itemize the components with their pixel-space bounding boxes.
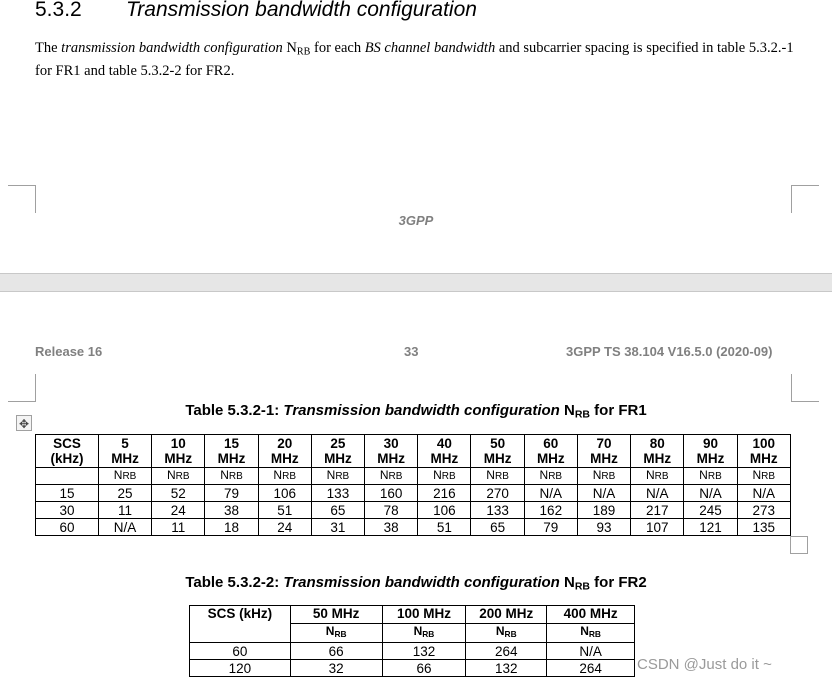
nrb-cell — [290, 624, 382, 643]
table-resize-handle[interactable] — [790, 536, 808, 554]
table-header-row — [190, 606, 635, 624]
value-cell: 121 — [684, 519, 737, 536]
watermark: CSDN @Just do it ~ — [637, 656, 772, 673]
value-cell: 78 — [365, 502, 418, 519]
value-cell: 264 — [466, 643, 547, 660]
section-title: Transmission bandwidth configuration — [126, 0, 477, 21]
header-text: MHz — [377, 451, 406, 466]
nrb-cell — [547, 624, 635, 643]
header-bw — [418, 435, 471, 468]
nrb-text: N — [413, 624, 423, 638]
value-cell: 216 — [418, 485, 471, 502]
caption-text: N — [559, 574, 575, 591]
header-bw — [471, 435, 524, 468]
value-cell: 38 — [365, 519, 418, 536]
header-bw: 100 MHz — [382, 606, 466, 624]
nrb-text: N — [486, 468, 495, 482]
nrb-sub: RB — [504, 629, 517, 640]
scs-cell: 15 — [36, 485, 99, 502]
header-text: MHz — [217, 451, 246, 466]
para-text: N — [282, 40, 297, 56]
nrb-text: N — [220, 468, 229, 482]
nrb-sub: RB — [388, 471, 403, 482]
nrb-cell — [577, 468, 630, 485]
header-bw — [524, 435, 577, 468]
nrb-cell — [471, 468, 524, 485]
nrb-row — [36, 468, 791, 485]
header-text: (kHz) — [50, 451, 84, 466]
nrb-cell — [205, 468, 258, 485]
header-text: MHz — [749, 451, 778, 466]
header-text: 60 — [543, 436, 559, 451]
header-bw — [258, 435, 311, 468]
nrb-cell — [152, 468, 205, 485]
value-cell: 11 — [98, 502, 151, 519]
value-cell: 79 — [524, 519, 577, 536]
header-bw — [631, 435, 684, 468]
value-cell: 66 — [290, 643, 382, 660]
para-subscript: RB — [296, 46, 311, 58]
caption-text: for FR2 — [590, 574, 647, 591]
nrb-text: N — [325, 624, 335, 638]
nrb-cell — [466, 624, 547, 643]
header-text: MHz — [324, 451, 352, 466]
nrb-sub: RB — [175, 471, 190, 482]
para-text: The — [35, 40, 62, 56]
page-gap — [0, 273, 832, 292]
nrb-text: N — [592, 468, 602, 482]
value-cell: 160 — [365, 485, 418, 502]
value-cell: 38 — [205, 502, 258, 519]
nrb-sub: RB — [335, 471, 350, 482]
header-release: Release 16 — [35, 344, 103, 359]
header-bw — [577, 435, 630, 468]
nrb-text: N — [699, 468, 708, 482]
page-footer: 3GPP — [398, 213, 434, 228]
header-text: 90 — [702, 436, 718, 451]
value-cell: 132 — [382, 643, 466, 660]
nrb-text: N — [645, 468, 655, 482]
table2-caption — [0, 574, 832, 593]
value-cell: 31 — [311, 519, 364, 536]
value-cell: N/A — [577, 485, 630, 502]
table-row — [36, 519, 791, 536]
scs-cell: 30 — [36, 502, 99, 519]
section-heading — [35, 0, 477, 22]
caption-subscript: RB — [574, 580, 590, 593]
nrb-text: N — [539, 468, 549, 482]
header-text: MHz — [643, 451, 672, 466]
table-header-row — [36, 435, 791, 468]
header-page-number: 33 — [404, 344, 419, 359]
header-bw: 50 MHz — [290, 606, 382, 624]
header-text: 50 — [490, 436, 506, 451]
nrb-text: N — [166, 468, 176, 482]
value-cell: 107 — [631, 519, 684, 536]
value-cell: 52 — [152, 485, 205, 502]
caption-text: N — [559, 402, 575, 419]
value-cell: 217 — [631, 502, 684, 519]
header-text: MHz — [430, 451, 459, 466]
header-bw — [684, 435, 737, 468]
value-cell: 133 — [311, 485, 364, 502]
header-bw — [311, 435, 364, 468]
scs-cell: 60 — [36, 519, 99, 536]
table-fr1 — [35, 434, 791, 536]
para-text: for each — [310, 40, 365, 56]
nrb-sub: RB — [588, 629, 601, 640]
page-corner-mark — [791, 185, 819, 213]
header-bw — [152, 435, 205, 468]
page-corner-mark — [8, 185, 36, 213]
value-cell: 133 — [471, 502, 524, 519]
nrb-cell — [524, 468, 577, 485]
value-cell: 162 — [524, 502, 577, 519]
value-cell: 66 — [382, 660, 466, 677]
para-text: and subcarrier spacing is specified in table 5.3.2.-1 for FR1 and table 5.3.2-2 for FR2. — [35, 40, 794, 79]
value-cell: N/A — [684, 485, 737, 502]
nrb-sub: RB — [441, 471, 456, 482]
nrb-cell — [258, 468, 311, 485]
nrb-text: N — [273, 468, 283, 482]
header-text: MHz — [270, 451, 299, 466]
page-corner-mark — [8, 374, 36, 402]
scs-cell: 120 — [190, 660, 291, 677]
table-row — [190, 643, 635, 660]
value-cell: 24 — [258, 519, 311, 536]
value-cell: 245 — [684, 502, 737, 519]
header-text: 20 — [277, 436, 293, 451]
header-text: MHz — [696, 451, 725, 466]
value-cell: 93 — [577, 519, 630, 536]
caption-subscript: RB — [574, 408, 590, 421]
table-row — [190, 660, 635, 677]
value-cell: 24 — [152, 502, 205, 519]
scs-cell: 60 — [190, 643, 291, 660]
nrb-text: N — [580, 624, 589, 638]
value-cell: 32 — [290, 660, 382, 677]
value-cell: N/A — [524, 485, 577, 502]
header-text: 100 — [752, 436, 776, 451]
caption-italic: Transmission bandwidth configuration — [283, 574, 560, 591]
value-cell: 51 — [418, 519, 471, 536]
header-spec-id: 3GPP TS 38.104 V16.5.0 (2020-09) — [566, 344, 773, 359]
page-corner-mark — [791, 374, 819, 402]
header-text: MHz — [111, 451, 139, 466]
value-cell: 106 — [258, 485, 311, 502]
nrb-sub: RB — [761, 471, 776, 482]
header-bw — [737, 435, 790, 468]
value-cell: 264 — [547, 660, 635, 677]
header-text: 25 — [330, 436, 346, 451]
nrb-sub: RB — [548, 471, 563, 482]
section-paragraph — [35, 39, 795, 80]
header-text: 80 — [649, 436, 665, 451]
nrb-cell — [382, 624, 466, 643]
header-text: 15 — [223, 436, 240, 451]
value-cell: 79 — [205, 485, 258, 502]
value-cell: 65 — [471, 519, 524, 536]
header-bw — [98, 435, 151, 468]
header-text: SCS — [53, 436, 81, 451]
caption-text: Table 5.3.2-2: — [185, 574, 284, 591]
caption-italic: Transmission bandwidth configuration — [283, 402, 560, 419]
nrb-text: N — [113, 468, 123, 482]
nrb-cell — [631, 468, 684, 485]
nrb-text: N — [752, 468, 762, 482]
value-cell: N/A — [737, 485, 790, 502]
value-cell: 273 — [737, 502, 790, 519]
section-number: 5.3.2 — [35, 0, 82, 21]
nrb-text: N — [495, 624, 505, 638]
table-row — [36, 502, 791, 519]
table-row — [36, 485, 791, 502]
table1-caption — [0, 402, 832, 421]
nrb-sub: RB — [654, 471, 669, 482]
nrb-text: N — [379, 468, 389, 482]
nrb-sub: RB — [282, 471, 296, 482]
header-text: MHz — [483, 451, 512, 466]
value-cell: 51 — [258, 502, 311, 519]
value-cell: N/A — [98, 519, 151, 536]
nrb-cell — [737, 468, 790, 485]
value-cell: 18 — [205, 519, 258, 536]
nrb-cell — [365, 468, 418, 485]
para-italic-term: transmission bandwidth configuration — [61, 40, 283, 56]
header-text: 70 — [596, 436, 612, 451]
nrb-cell — [311, 468, 364, 485]
nrb-sub: RB — [601, 471, 616, 482]
nrb-sub: RB — [707, 471, 722, 482]
value-cell: N/A — [631, 485, 684, 502]
header-text: MHz — [536, 451, 565, 466]
nrb-sub: RB — [122, 471, 137, 482]
header-text: 10 — [170, 436, 186, 451]
caption-text: for FR1 — [590, 402, 647, 419]
header-text: 30 — [383, 436, 399, 451]
para-italic-term: BS channel bandwidth — [364, 40, 496, 56]
header-bw — [205, 435, 258, 468]
nrb-text: N — [433, 468, 442, 482]
nrb-sub: RB — [228, 471, 243, 482]
table-move-handle-icon[interactable]: ✥ — [16, 415, 32, 431]
empty-cell — [36, 468, 99, 485]
value-cell: 135 — [737, 519, 790, 536]
nrb-cell — [684, 468, 737, 485]
value-cell: 132 — [466, 660, 547, 677]
nrb-sub: RB — [494, 471, 509, 482]
header-text: 40 — [436, 436, 452, 451]
header-bw: 200 MHz — [466, 606, 547, 624]
header-text: MHz — [164, 451, 193, 466]
header-text: 5 — [121, 436, 129, 451]
table-fr2 — [189, 605, 635, 677]
value-cell: 11 — [152, 519, 205, 536]
header-text: MHz — [590, 451, 618, 466]
header-scs: SCS (kHz) — [190, 606, 291, 643]
header-scs — [36, 435, 99, 468]
value-cell: 189 — [577, 502, 630, 519]
value-cell: 65 — [311, 502, 364, 519]
nrb-cell — [98, 468, 151, 485]
value-cell: 106 — [418, 502, 471, 519]
header-bw — [365, 435, 418, 468]
caption-text: Table 5.3.2-1: — [185, 402, 284, 419]
value-cell: 25 — [98, 485, 151, 502]
header-bw: 400 MHz — [547, 606, 635, 624]
value-cell: N/A — [547, 643, 635, 660]
value-cell: 270 — [471, 485, 524, 502]
nrb-sub: RB — [334, 629, 347, 640]
nrb-cell — [418, 468, 471, 485]
nrb-text: N — [326, 468, 336, 482]
nrb-sub: RB — [422, 629, 435, 640]
